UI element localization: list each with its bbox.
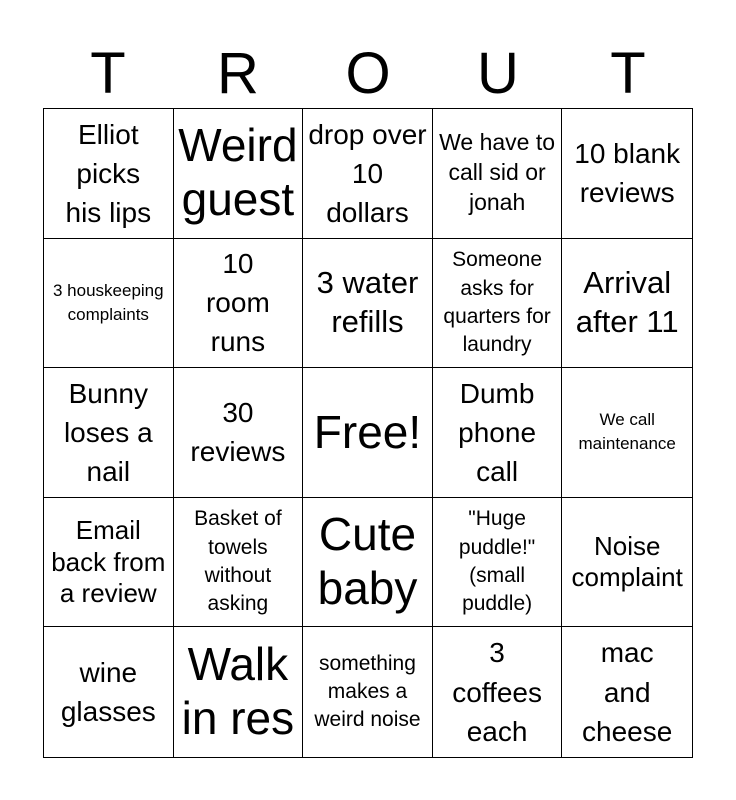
bingo-cell-text: 3 houskeeping complaints	[53, 280, 164, 324]
bingo-cell-text: Basket of towels without asking	[194, 507, 282, 616]
bingo-cell-text: We call maintenance	[578, 410, 676, 454]
bingo-cell[interactable]	[433, 627, 563, 757]
bingo-cell[interactable]	[433, 498, 563, 628]
bingo-cell-text: We have to call sid or jonah	[439, 129, 556, 216]
bingo-cell-text: Weird guest	[178, 119, 298, 226]
bingo-cell[interactable]	[44, 109, 174, 239]
bingo-cell[interactable]	[562, 239, 692, 369]
bingo-cell[interactable]	[303, 239, 433, 369]
bingo-cell-text: 10 blank reviews	[574, 138, 681, 209]
bingo-cell-text: Walk in res	[181, 638, 295, 745]
bingo-cell[interactable]	[562, 498, 692, 628]
bingo-cell[interactable]	[44, 498, 174, 628]
bingo-cell[interactable]	[433, 239, 563, 369]
bingo-cell-text: something makes a weird noise	[314, 651, 421, 732]
bingo-cell[interactable]	[562, 627, 692, 757]
bingo-cell[interactable]	[174, 239, 304, 369]
bingo-cell-text: 10 room runs	[205, 248, 270, 358]
bingo-header	[43, 40, 693, 108]
bingo-cell[interactable]	[44, 627, 174, 757]
bingo-cell[interactable]	[303, 109, 433, 239]
bingo-cell[interactable]	[433, 109, 563, 239]
bingo-cell-text: Bunny loses a nail	[63, 377, 153, 488]
header-letter-r: R	[217, 41, 259, 106]
bingo-cell[interactable]	[562, 368, 692, 498]
bingo-cell[interactable]	[303, 368, 433, 498]
bingo-cell[interactable]	[174, 109, 304, 239]
bingo-cell[interactable]	[303, 498, 433, 628]
bingo-cell[interactable]	[562, 109, 692, 239]
bingo-cell-text: drop over 10 dollars	[308, 118, 427, 228]
bingo-cell[interactable]	[303, 627, 433, 757]
bingo-cell[interactable]	[44, 368, 174, 498]
bingo-cell-text: Elliot picks his lips	[65, 118, 152, 228]
bingo-cell-text: "Huge puddle!" (small puddle)	[458, 507, 536, 616]
bingo-cell-text: Arrival after 11	[575, 265, 679, 339]
bingo-cell-text: mac and cheese	[582, 637, 673, 747]
header-letter-o: O	[345, 41, 391, 106]
header-letter-t2: T	[610, 41, 646, 106]
header-letter-t1: T	[90, 41, 126, 106]
bingo-cell[interactable]	[174, 627, 304, 757]
bingo-cell[interactable]	[433, 368, 563, 498]
bingo-cell[interactable]	[174, 498, 304, 628]
bingo-cell-text: Someone asks for quarters for laundry	[443, 248, 551, 357]
bingo-board	[43, 108, 693, 758]
bingo-cell-text: wine glasses	[60, 657, 156, 728]
bingo-cell-text: Dumb phone call	[458, 377, 537, 488]
bingo-cell[interactable]	[174, 368, 304, 498]
bingo-cell-text: 30 reviews	[190, 397, 286, 468]
bingo-cell-text: Free!	[313, 405, 422, 458]
bingo-cell[interactable]	[44, 239, 174, 369]
bingo-cell-text: 3 water refills	[316, 265, 419, 339]
bingo-cell-text: Noise complaint	[571, 530, 683, 593]
bingo-cell-text: 3 coffees each	[452, 637, 542, 747]
bingo-cell-text: Email back from a review	[51, 515, 166, 608]
bingo-cell-text: Cute baby	[317, 508, 418, 615]
header-letter-u: U	[477, 41, 519, 106]
